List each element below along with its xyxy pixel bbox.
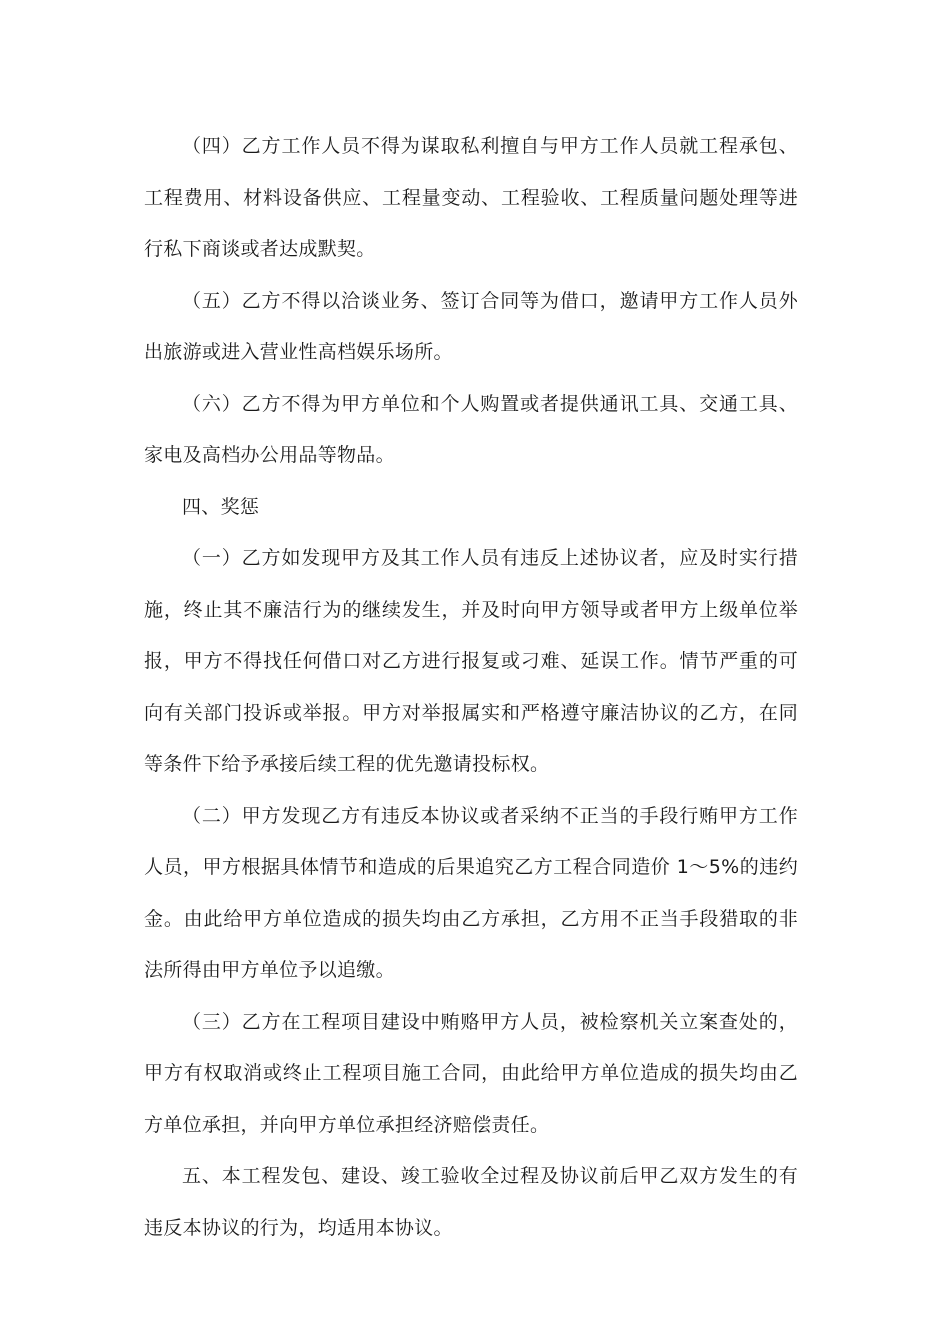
clause-4-4: （四）乙方工作人员不得为谋取私利擅自与甲方工作人员就工程承包、工程费用、材料设备供应、工程量变动、工程验收、工程质量问题处理等进行私下商谈或者达成默契。 <box>144 135 798 260</box>
clause-5-2: （二）甲方发现乙方有违反本协议或者采纳不正当的手段行贿甲方工作人员，甲方根据具体情节和造成的后果追究乙方工程合同造价 1～5%的违约金。由此给甲方单位造成的损失均由乙方承担，乙方用不正当手段猎取的非法所得由甲方单位予以追缴。 <box>144 804 798 981</box>
document-body <box>144 121 798 1254</box>
section-5-scope: 五、本工程发包、建设、竣工验收全过程及协议前后甲乙双方发生的有违反本协议的行为，均适用本协议。 <box>144 1165 798 1239</box>
clause-4-5: （五）乙方不得以洽谈业务、签订合同等为借口，邀请甲方工作人员外出旅游或进入营业性高档娱乐场所。 <box>144 289 798 363</box>
clause-4-6: （六）乙方不得为甲方单位和个人购置或者提供通讯工具、交通工具、家电及高档办公用品等物品。 <box>144 392 798 466</box>
clause-5-1: （一）乙方如发现甲方及其工作人员有违反上述协议者，应及时实行措施，终止其不廉洁行为的继续发生，并及时向甲方领导或者甲方上级单位举报，甲方不得找任何借口对乙方进行报复或刁难、延误工作。情节严重的可向有关部门投诉或举报。甲方对举报属实和严格遵守廉洁协议的乙方，在同等条件下给予承接后续工程的优先邀请投标权。 <box>144 547 798 775</box>
clause-5-3: （三）乙方在工程项目建设中贿赂甲方人员，被检察机关立案查处的，甲方有权取消或终止工程项目施工合同，由此给甲方单位造成的损失均由乙方单位承担，并向甲方单位承担经济赔偿责任。 <box>144 1010 798 1136</box>
section-heading-rewards-penalties: 四、奖惩 <box>182 495 260 518</box>
